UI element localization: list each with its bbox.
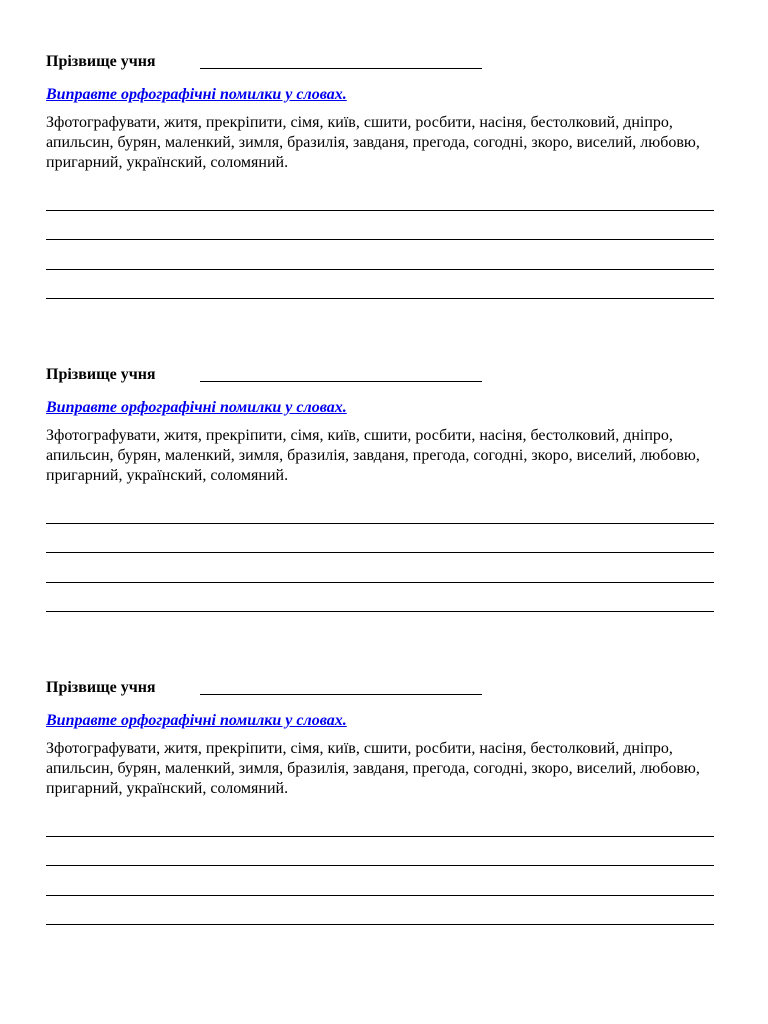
task-instruction-link[interactable]: Виправте орфографічні помилки у словах. [46, 399, 347, 416]
student-name-row [46, 365, 714, 387]
answer-line-3[interactable] [46, 895, 714, 896]
task-instruction-link[interactable]: Виправте орфографічні помилки у словах. [46, 712, 347, 729]
student-name-blank[interactable] [200, 694, 482, 695]
words-paragraph: Зфотографувати, житя, прекріпити, сімя, київ, сшити, росбити, насіня, бестолковий, дніпро, апильсин, бурян, маленкий, зимля, бразилія, завданя, прегода, согодні, зкоро, виселий, любовю, пригарний, українский, соломяний. [46, 427, 700, 484]
words-paragraph: Зфотографувати, житя, прекріпити, сімя, київ, сшити, росбити, насіня, бестолковий, дніпро, апильсин, бурян, маленкий, зимля, бразилія, завданя, прегода, согодні, зкоро, виселий, любовю, пригарний, українский, соломяний. [46, 114, 700, 171]
student-name-label: Прізвище учня [46, 366, 156, 383]
answer-line-1[interactable] [46, 836, 714, 837]
words-paragraph: Зфотографувати, житя, прекріпити, сімя, київ, сшити, росбити, насіня, бестолковий, дніпро, апильсин, бурян, маленкий, зимля, бразилія, завданя, прегода, согодні, зкоро, виселий, любовю, пригарний, українский, соломяний. [46, 740, 700, 797]
answer-line-1[interactable] [46, 523, 714, 524]
task-instruction-link[interactable]: Виправте орфографічні помилки у словах. [46, 86, 347, 103]
student-name-blank[interactable] [200, 68, 482, 69]
student-name-row [46, 52, 714, 74]
student-name-label: Прізвище учня [46, 679, 156, 696]
answer-line-4[interactable] [46, 924, 714, 925]
answer-line-1[interactable] [46, 210, 714, 211]
answer-line-2[interactable] [46, 239, 714, 240]
answer-line-2[interactable] [46, 865, 714, 866]
answer-line-4[interactable] [46, 298, 714, 299]
student-name-row [46, 678, 714, 700]
answer-line-3[interactable] [46, 582, 714, 583]
student-name-label: Прізвище учня [46, 53, 156, 70]
answer-line-2[interactable] [46, 552, 714, 553]
answer-line-4[interactable] [46, 611, 714, 612]
student-name-blank[interactable] [200, 381, 482, 382]
answer-line-3[interactable] [46, 269, 714, 270]
